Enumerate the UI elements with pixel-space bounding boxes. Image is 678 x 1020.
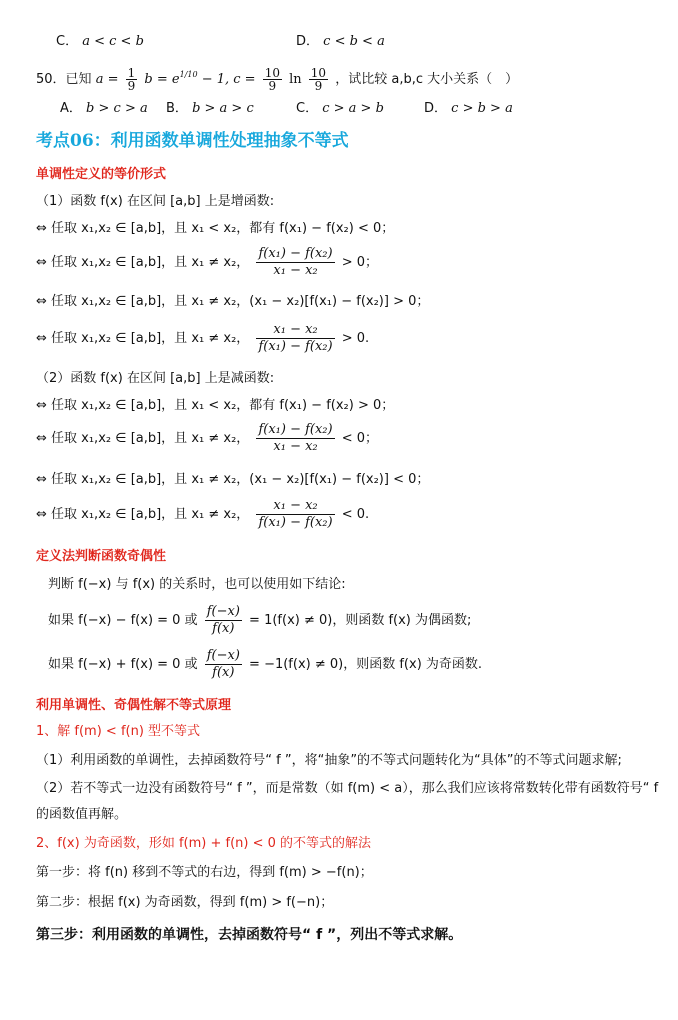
item1-paragraph-1: （1）利用函数的单调性，去掉函数符号“ f ”，将“抽象”的不等式问题转化为“具体”的不等式问题求解; [36, 753, 622, 768]
option-expr: b > c > a [86, 101, 148, 116]
c-den: 9 [268, 79, 277, 93]
condition-text: ⇔ 任取 x₁,x₂ ∈ [a,b]，且 x₁ ≠ x₂， [36, 331, 250, 346]
a-den: 9 [127, 79, 136, 93]
a-num: 1 [127, 66, 136, 80]
a-lhs: a = [95, 72, 119, 87]
question-50 [36, 62, 518, 93]
inc-fraction-2 [256, 246, 334, 279]
c-num: 10 [264, 66, 280, 80]
inc-condition-1: ⇔ 任取 x₁,x₂ ∈ [a,b]，且 x₁ < x₂，都有 f(x₁) − f(x₂) < 0； [36, 221, 395, 236]
section-title: 考点06：利用函数单调性处理抽象不等式 [36, 131, 349, 151]
frac-den: f(x) [212, 665, 235, 680]
inc-condition-3: ⇔ 任取 x₁,x₂ ∈ [a,b]，且 x₁ ≠ x₂，(x₁ − x₂)[f(x₁) − f(x₂)] > 0； [36, 294, 430, 309]
increasing-intro: （1）函数 f(x) 在区间 [a,b] 上是增函数: [36, 194, 275, 209]
q50-option-b [166, 100, 254, 118]
parity-intro: 判断 f(−x) 与 f(x) 的关系时，也可以使用如下结论: [48, 577, 346, 592]
step-2: 第二步：根据 f(x) 为奇函数，得到 f(m) > f(−n)； [36, 895, 334, 910]
inc-fraction-4 [256, 322, 334, 355]
question-tail: ，试比较 a,b,c 大小关系（ ） [335, 72, 519, 87]
dec-fraction-4 [256, 498, 334, 531]
frac-den: f(x₁) − f(x₂) [258, 515, 333, 530]
frac-den: f(x) [212, 621, 235, 636]
inc-condition-4 [36, 322, 369, 356]
frac-den: f(x₁) − f(x₂) [258, 339, 333, 354]
c-fraction [263, 67, 282, 92]
q50-option-d [424, 100, 513, 118]
option-label: D． [296, 34, 320, 49]
option-label: C． [56, 34, 79, 49]
option-label: B． [166, 101, 188, 116]
frac-num: f(x₁) − f(x₂) [258, 246, 333, 261]
frac-num: f(−x) [206, 604, 240, 619]
option-label: A． [60, 101, 82, 116]
ln: ln [289, 72, 302, 87]
odd-fraction [205, 648, 242, 681]
question-number: 50．已知 [36, 72, 92, 87]
dec-condition-4 [36, 498, 369, 532]
a-fraction [126, 67, 138, 92]
option-expr: c > a > b [322, 101, 384, 116]
subsection-title-parity: 定义法判断函数奇偶性 [36, 549, 167, 564]
q50-option-c [296, 100, 384, 118]
frac-tail: > 0； [341, 255, 379, 270]
option-expr: b > a > c [192, 101, 254, 116]
prev-option-c [56, 33, 144, 51]
subsection-title-monotonic: 单调性定义的等价形式 [36, 167, 167, 182]
frac-num: f(−x) [206, 648, 240, 663]
frac-tail: < 0. [341, 507, 370, 522]
condition-text: ⇔ 任取 x₁,x₂ ∈ [a,b]，且 x₁ ≠ x₂， [36, 507, 250, 522]
rule-post: = −1(f(x) ≠ 0)，则函数 f(x) 为奇函数. [249, 657, 483, 672]
condition-text: ⇔ 任取 x₁,x₂ ∈ [a,b]，且 x₁ ≠ x₂， [36, 255, 250, 270]
b-expr: b = e [144, 72, 180, 87]
decreasing-intro: （2）函数 f(x) 在区间 [a,b] 上是减函数: [36, 371, 275, 386]
frac-den: x₁ − x₂ [273, 439, 318, 454]
q50-option-a [60, 100, 148, 118]
dec-fraction-2 [256, 422, 334, 455]
frac-num: x₁ − x₂ [256, 322, 334, 339]
rule-pre: 如果 f(−x) + f(x) = 0 或 [48, 657, 198, 672]
dec-condition-2 [36, 422, 378, 456]
option-expr: a < c < b [82, 34, 144, 49]
ln-fraction [309, 67, 328, 92]
prev-option-d [296, 33, 385, 51]
item1-paragraph-2: （2）若不等式一边没有函数符号“ f ”，而是常数（如 f(m) < a），那么我们应该将常数转化带有函数符号“ f [36, 781, 659, 796]
rule-post: = 1(f(x) ≠ 0)，则函数 f(x) 为偶函数; [249, 613, 472, 628]
option-label: D． [424, 101, 448, 116]
item1-paragraph-2b: 的函数值再解。 [36, 807, 128, 822]
condition-text: ⇔ 任取 x₁,x₂ ∈ [a,b]，且 x₁ ≠ x₂， [36, 431, 250, 446]
option-label: C． [296, 101, 319, 116]
inc-condition-2 [36, 246, 378, 280]
ln-num: 10 [310, 66, 327, 80]
step-1: 第一步：将 f(n) 移到不等式的右边，得到 f(m) > −f(n)； [36, 865, 373, 880]
step-3: 第三步：利用函数的单调性，去掉函数符号“ f ”，列出不等式求解。 [36, 927, 463, 943]
rule-pre: 如果 f(−x) − f(x) = 0 或 [48, 613, 198, 628]
even-fraction [205, 604, 242, 637]
frac-num: f(x₁) − f(x₂) [258, 422, 333, 437]
frac-tail: < 0； [341, 431, 379, 446]
subsection-title-inequality: 利用单调性、奇偶性解不等式原理 [36, 698, 232, 713]
dec-condition-3: ⇔ 任取 x₁,x₂ ∈ [a,b]，且 x₁ ≠ x₂，(x₁ − x₂)[f(x₁) − f(x₂)] < 0； [36, 472, 430, 487]
item2-title: 2、f(x) 为奇函数，形如 f(m) + f(n) < 0 的不等式的解法 [36, 836, 372, 851]
frac-den: x₁ − x₂ [273, 263, 318, 278]
option-expr: c > b > a [451, 101, 513, 116]
odd-rule [48, 648, 482, 682]
frac-tail: > 0. [341, 331, 370, 346]
item1-title: 1、解 f(m) < f(n) 型不等式 [36, 724, 201, 739]
b-tail: − 1, c = [201, 72, 256, 87]
dec-condition-1: ⇔ 任取 x₁,x₂ ∈ [a,b]，且 x₁ < x₂，都有 f(x₁) − f(x₂) > 0； [36, 398, 395, 413]
frac-num: x₁ − x₂ [256, 498, 334, 515]
even-rule [48, 604, 471, 638]
ln-den: 9 [314, 79, 323, 93]
option-expr: c < b < a [323, 34, 385, 49]
b-exponent: 1/10 [179, 70, 198, 79]
